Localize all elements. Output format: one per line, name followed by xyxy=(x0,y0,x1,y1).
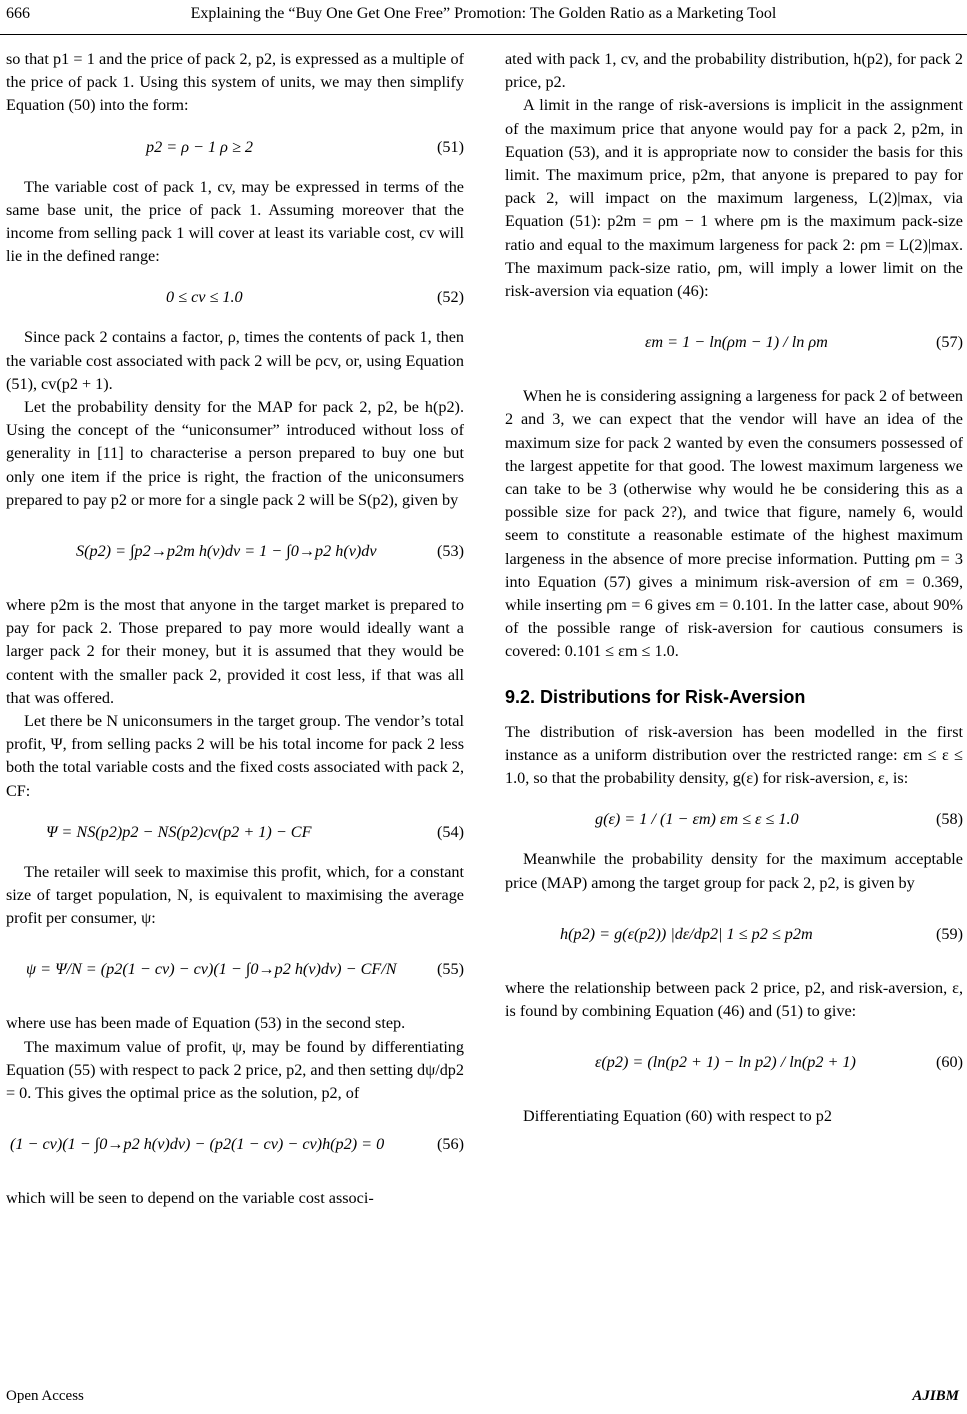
equation-number: (59) xyxy=(936,924,963,943)
section-title: 9.2. Distributions for Risk-Aversion xyxy=(505,686,806,707)
paragraph: where the relationship between pack 2 price, p2, and risk-aversion, ε, is found by combining Equation (46) and (51) to give: xyxy=(505,978,963,1021)
paragraph: The maximum value of profit, ψ, may be found by differentiating Equation (55) with respect to pack 2 price, p2, and then setting dψ/dp2 = 0. This gives the optimal price as the solution, p2, of xyxy=(6,1037,464,1103)
paragraph: The retailer will seek to maximise this profit, which, for a constant size of target population, N, is equivalent to maximising the average profit per consumer, ψ: xyxy=(6,862,464,928)
equation-number: (56) xyxy=(437,1135,464,1154)
left-column xyxy=(6,48,464,1211)
paragraph: Differentiating Equation (60) with respect to p2 xyxy=(523,1107,832,1126)
paragraph: The distribution of risk-aversion has been modelled in the first instance as a uniform distribution over the restricted range: εm ≤ ε ≤ 1.0, so that the probability density, g(ε) for risk-aversion, ε, is: xyxy=(505,722,963,788)
paragraph: A limit in the range of risk-aversions is implicit in the assignment of the maximum price that anyone would pay for a pack 2, p2m, in Equation (53), and it is appropriate now to consider the basis for this limit. The maximum price, p2m, that anyone is prepared to pay for pack 2, will impact on the maximum largeness, L(2)|max, via Equation (51): p2m = ρm − 1 where ρm is the maximum pack-size ratio and equal to the maximum largeness for pack 2: ρm = L(2)|max. The maximum pack-size ratio, ρm, will imply a lower limit on the risk-aversion via equation (46): xyxy=(505,96,963,301)
equation-expression: S(p2) = ∫p2→p2m h(v)dv = 1 − ∫0→p2 h(v)dv xyxy=(76,542,377,561)
paragraph: ated with pack 1, cv, and the probability distribution, h(p2), for pack 2 price, p2. xyxy=(505,50,963,92)
footer-open-access: Open Access xyxy=(6,1388,84,1404)
equation-expression: (1 − cv)(1 − ∫0→p2 h(v)dv) − (p2(1 − cv) − cv)h(p2) = 0 xyxy=(10,1135,385,1154)
paragraph: Since pack 2 contains a factor, ρ, times the contents of pack 1, then the variable cost associated with pack 2 will be ρcv, or, using Equation (51), cv(p2 + 1). xyxy=(6,328,464,393)
equation-expression: Ψ = NS(p2)p2 − NS(p2)cv(p2 + 1) − CF xyxy=(46,822,312,841)
paragraph: so that p1 = 1 and the price of pack 2, p2, is expressed as a multiple of the price of pack 1. Using this system of units, we may then simplify Equation (50) into the form: xyxy=(6,50,464,115)
equation-number: (57) xyxy=(936,333,963,352)
equation-number: (53) xyxy=(437,542,464,561)
equation-expression: εm = 1 − ln(ρm − 1) / ln ρm xyxy=(645,333,828,352)
equation-number: (58) xyxy=(936,810,963,829)
equation-54 xyxy=(6,809,464,855)
equation-number: (52) xyxy=(437,288,464,307)
equation-expression: ψ = Ψ/N = (p2(1 − cv) − cv)(1 − ∫0→p2 h(v)dv) − CF/N xyxy=(26,960,397,979)
paragraph: When he is considering assigning a largeness for pack 2 of between 2 and 3, we can expect that the vendor will have an idea of the maximum size for pack 2 wanted by even the consumers possessed of the largest appetite for that good. The lowest maximum largeness we can take to be 3 (otherwise why would he be considering this as a possible size for pack 2?), and twice that figure, namely 6, would seem to constitute a reasonable estimate of the highest maximum largeness in the absence of more precise information. Putting ρm = 3 into Equation (57) gives a minimum risk-aversion of εm = 0.369, while inserting ρm = 6 gives εm = 0.101. In the latter case, about 90% of the possible range of risk-aversion for cautious consumers is covered: 0.101 ≤ εm ≤ 1.0. xyxy=(505,387,963,661)
equation-number: (54) xyxy=(437,822,464,841)
paragraph: where use has been made of Equation (53) in the second step. xyxy=(6,1014,406,1033)
equation-52 xyxy=(6,274,464,320)
equation-57 xyxy=(505,309,963,379)
equation-number: (60) xyxy=(936,1053,963,1072)
equation-56 xyxy=(6,1111,464,1181)
paragraph: where p2m is the most that anyone in the target market is prepared to pay for pack 2. Those prepared to pay more would ideally want a larger pack 2 for their money, but it is assumed that they would be content with the smaller pack 2, provided it cost less, if that was all that was offered. xyxy=(6,596,464,707)
footer-journal: AJIBM xyxy=(912,1388,959,1404)
equation-expression: p2 = ρ − 1 ρ ≥ 2 xyxy=(146,137,253,156)
equation-expression: ε(p2) = (ln(p2 + 1) − ln p2) / ln(p2 + 1) xyxy=(595,1053,856,1072)
running-title: Explaining the “Buy One Get One Free” Promotion: The Golden Ratio as a Marketing Tool xyxy=(190,5,777,22)
equation-expression: 0 ≤ cv ≤ 1.0 xyxy=(166,288,243,307)
page-header xyxy=(0,0,967,35)
equation-number: (51) xyxy=(437,137,464,156)
paragraph: The variable cost of pack 1, cv, may be expressed in terms of the same base unit, the price of pack 1. Assuming moreover that the income from selling pack 1 will cover at least its variable cost, cv will lie in the defined range: xyxy=(6,177,464,266)
equation-60 xyxy=(505,1029,963,1099)
equation-number: (55) xyxy=(437,960,464,979)
paragraph: Let the probability density for the MAP for pack 2, p2, be h(p2). Using the concept of the “uniconsumer” introduced without loss of generality in [11] to characterise a person prepared to buy one but only one item if the price is right, the fraction of the uniconsumers prepared to pay p2 or more for a single pack 2 will be S(p2), given by xyxy=(6,398,464,509)
equation-58 xyxy=(505,796,963,842)
equation-expression: h(p2) = g(ε(p2)) |dε/dp2| 1 ≤ p2 ≤ p2m xyxy=(560,924,813,943)
equation-55 xyxy=(6,936,464,1006)
equation-51 xyxy=(6,124,464,170)
paragraph: which will be seen to depend on the variable cost associ- xyxy=(6,1189,374,1208)
paragraph: Let there be N uniconsumers in the target group. The vendor’s total profit, Ψ, from selling packs 2 will be his total income for pack 2 less both the total variable costs and the fixed costs associated with pack 2, CF: xyxy=(6,712,464,800)
paragraph: Meanwhile the probability density for the maximum acceptable price (MAP) among the target group for pack 2, p2, is given by xyxy=(505,850,963,892)
right-column xyxy=(505,48,963,1129)
equation-59 xyxy=(505,901,963,971)
page-number: 666 xyxy=(6,5,30,22)
equation-expression: g(ε) = 1 / (1 − εm) εm ≤ ε ≤ 1.0 xyxy=(595,810,799,829)
equation-53 xyxy=(6,518,464,588)
